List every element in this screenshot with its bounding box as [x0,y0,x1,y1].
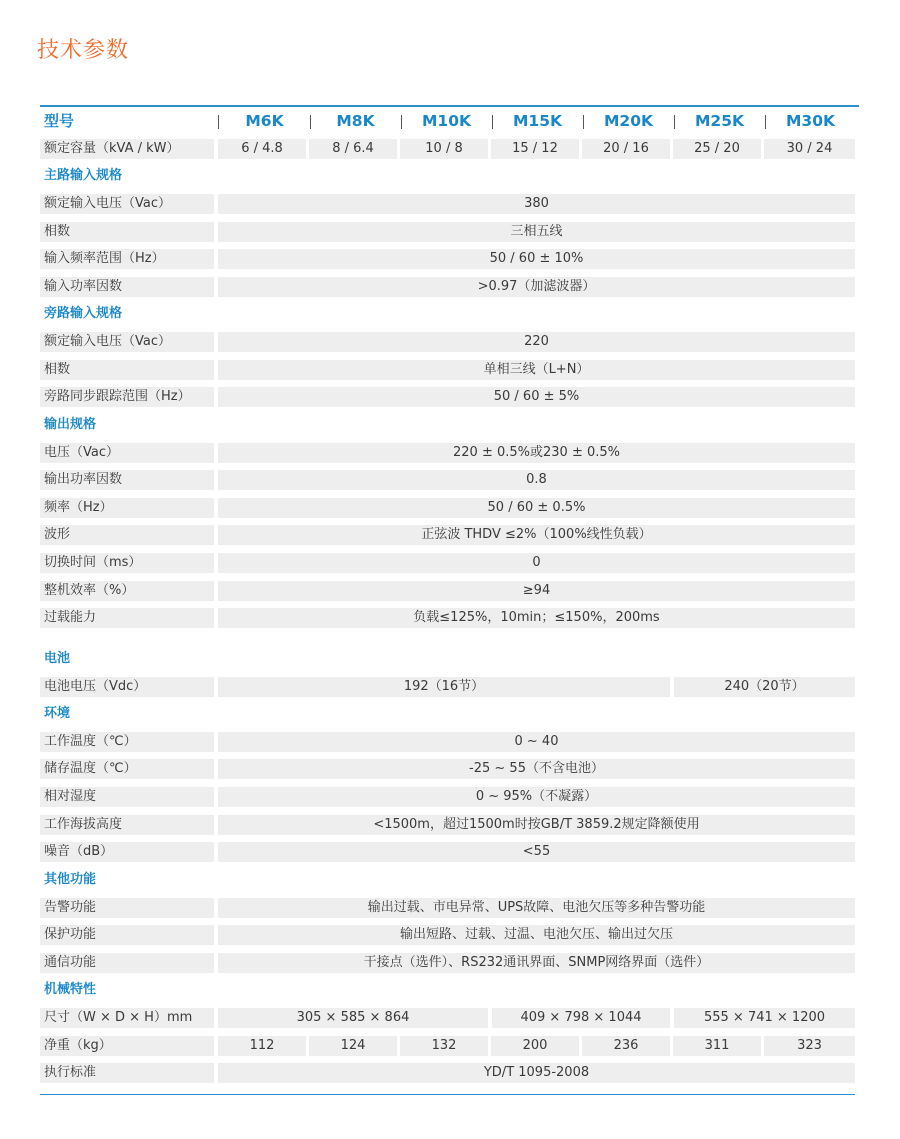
section-heading-row [40,162,859,190]
battery-row [40,673,859,701]
spec-label: 输入功率因数 [40,277,214,297]
section-heading-main-input: 主路输入规格 [44,168,123,184]
section-heading-row [40,411,859,439]
spec-label: 相数 [40,222,214,242]
spec-value: 负载≤125%，10min；≤150%，200ms [218,608,855,628]
spec-label: 尺寸（W × D × H）mm [40,1008,214,1028]
spec-row [40,328,859,356]
spec-label: 输入频率范围（Hz） [40,249,214,269]
spec-row [40,838,859,866]
spec-value: <55 [218,842,855,862]
spec-value: 正弦波 THDV ≤2%（100%线性负载） [218,525,855,545]
spec-row [40,521,859,549]
spec-row [40,755,859,783]
spec-label: 储存温度（℃） [40,759,214,779]
size-value: 305 × 585 × 864 [218,1008,488,1028]
spec-label: 额定输入电压（Vac） [40,194,214,214]
spec-value: 50 / 60 ± 0.5% [218,498,855,518]
section-heading-row [40,645,859,673]
spec-value: <1500m，超过1500m时按GB/T 3859.2规定降额使用 [218,815,855,835]
spec-value: 0 ~ 95%（不凝露） [218,787,855,807]
spec-row [40,604,859,632]
standard-value: YD/T 1095-2008 [218,1063,855,1083]
spec-row [40,356,859,384]
size-value: 409 × 798 × 1044 [492,1008,670,1028]
spec-row [40,466,859,494]
weight-value: 311 [673,1036,761,1056]
spec-row [40,949,859,977]
weight-value: 124 [309,1036,397,1056]
spec-value: ≥94 [218,581,855,601]
spec-label: 相数 [40,360,214,380]
model-m25k: M25K [694,112,744,130]
spec-row [40,190,859,218]
spec-value: 输出过载、市电异常、UPS故障、电池欠压等多种告警功能 [218,898,855,918]
spec-label: 输出功率因数 [40,470,214,490]
size-value: 555 × 741 × 1200 [674,1008,855,1028]
spec-row [40,245,859,273]
spec-value: 干接点（选件）、RS232通讯界面、SNMP网络界面（选件） [218,953,855,973]
spec-label: 旁路同步跟踪范围（Hz） [40,387,214,407]
model-m15k: M15K [512,112,562,130]
spec-label: 工作温度（℃） [40,732,214,752]
spec-row [40,383,859,411]
spec-label: 执行标准 [40,1063,214,1083]
spec-value: 0 ~ 40 [218,732,855,752]
capacity-row [40,135,859,163]
spec-row [40,439,859,467]
spec-value: >0.97（加滤波器） [218,277,855,297]
spec-label: 工作海拔高度 [40,815,214,835]
spec-label: 噪音（dB） [40,842,214,862]
capacity-value: 8 / 6.4 [309,139,397,159]
weight-value: 323 [764,1036,855,1056]
spec-value: 0.8 [218,470,855,490]
battery-value-20: 240（20节） [674,677,855,697]
weight-value: 200 [491,1036,579,1056]
weight-value: 112 [218,1036,306,1056]
spec-label: 整机效率（%） [40,581,214,601]
spec-label: 保护功能 [40,925,214,945]
section-heading-other: 其他功能 [44,871,97,887]
spec-value: 三相五线 [218,222,855,242]
capacity-value: 30 / 24 [764,139,855,159]
spec-label: 过载能力 [40,608,214,628]
spec-value: -25 ~ 55（不含电池） [218,759,855,779]
spec-value: 输出短路、过载、过温、电池欠压、输出过欠压 [218,925,855,945]
spec-row [40,811,859,839]
spec-row [40,549,859,577]
weight-value: 236 [582,1036,670,1056]
spec-label: 电池电压（Vdc） [40,677,214,697]
weight-row [40,1032,859,1060]
capacity-label: 额定容量（kVA / kW） [40,139,214,159]
spec-label: 相对湿度 [40,787,214,807]
spec-row [40,728,859,756]
capacity-value: 20 / 16 [582,139,670,159]
spec-table [40,107,859,1087]
model-m8k: M8K [336,112,375,130]
spec-value: 50 / 60 ± 10% [218,249,855,269]
page-title: 技术参数 [37,38,130,63]
spec-label: 波形 [40,525,214,545]
model-header-label: 型号 [44,112,75,130]
standard-row [40,1059,859,1087]
spec-label: 电压（Vac） [40,443,214,463]
model-m30k: M30K [785,112,835,130]
spec-row [40,494,859,522]
spec-row [40,921,859,949]
spec-value: 50 / 60 ± 5% [218,387,855,407]
spec-value: 单相三线（L+N） [218,360,855,380]
section-heading-output: 输出规格 [44,416,97,432]
spec-row [40,783,859,811]
model-m6k: M6K [245,112,284,130]
section-heading-environment: 环境 [44,706,71,722]
model-header-row [40,107,859,135]
model-m20k: M20K [603,112,653,130]
section-heading-row [40,976,859,1004]
section-heading-bypass-input: 旁路输入规格 [44,306,123,322]
capacity-value: 15 / 12 [491,139,579,159]
spec-value: 220 [218,332,855,352]
spec-label: 频率（Hz） [40,498,214,518]
spec-label: 告警功能 [40,898,214,918]
weight-value: 132 [400,1036,488,1056]
capacity-value: 6 / 4.8 [218,139,306,159]
table-bottom-rule [40,1094,855,1095]
section-heading-battery: 电池 [44,650,71,666]
size-row [40,1004,859,1032]
section-heading-row [40,300,859,328]
spec-value: 220 ± 0.5%或230 ± 0.5% [218,443,855,463]
model-m10k: M10K [421,112,471,130]
spec-label: 净重（kg） [40,1036,214,1056]
section-gap [40,632,859,645]
spec-label: 切换时间（ms） [40,553,214,573]
section-heading-row [40,866,859,894]
spec-label: 额定输入电压（Vac） [40,332,214,352]
spec-row [40,577,859,605]
section-heading-row [40,700,859,728]
spec-row [40,218,859,246]
section-heading-mechanical: 机械特性 [44,982,97,998]
capacity-value: 10 / 8 [400,139,488,159]
battery-value-16: 192（16节） [218,677,670,697]
spec-row [40,894,859,922]
spec-label: 通信功能 [40,953,214,973]
spec-value: 0 [218,553,855,573]
capacity-value: 25 / 20 [673,139,761,159]
spec-value: 380 [218,194,855,214]
spec-row [40,273,859,301]
